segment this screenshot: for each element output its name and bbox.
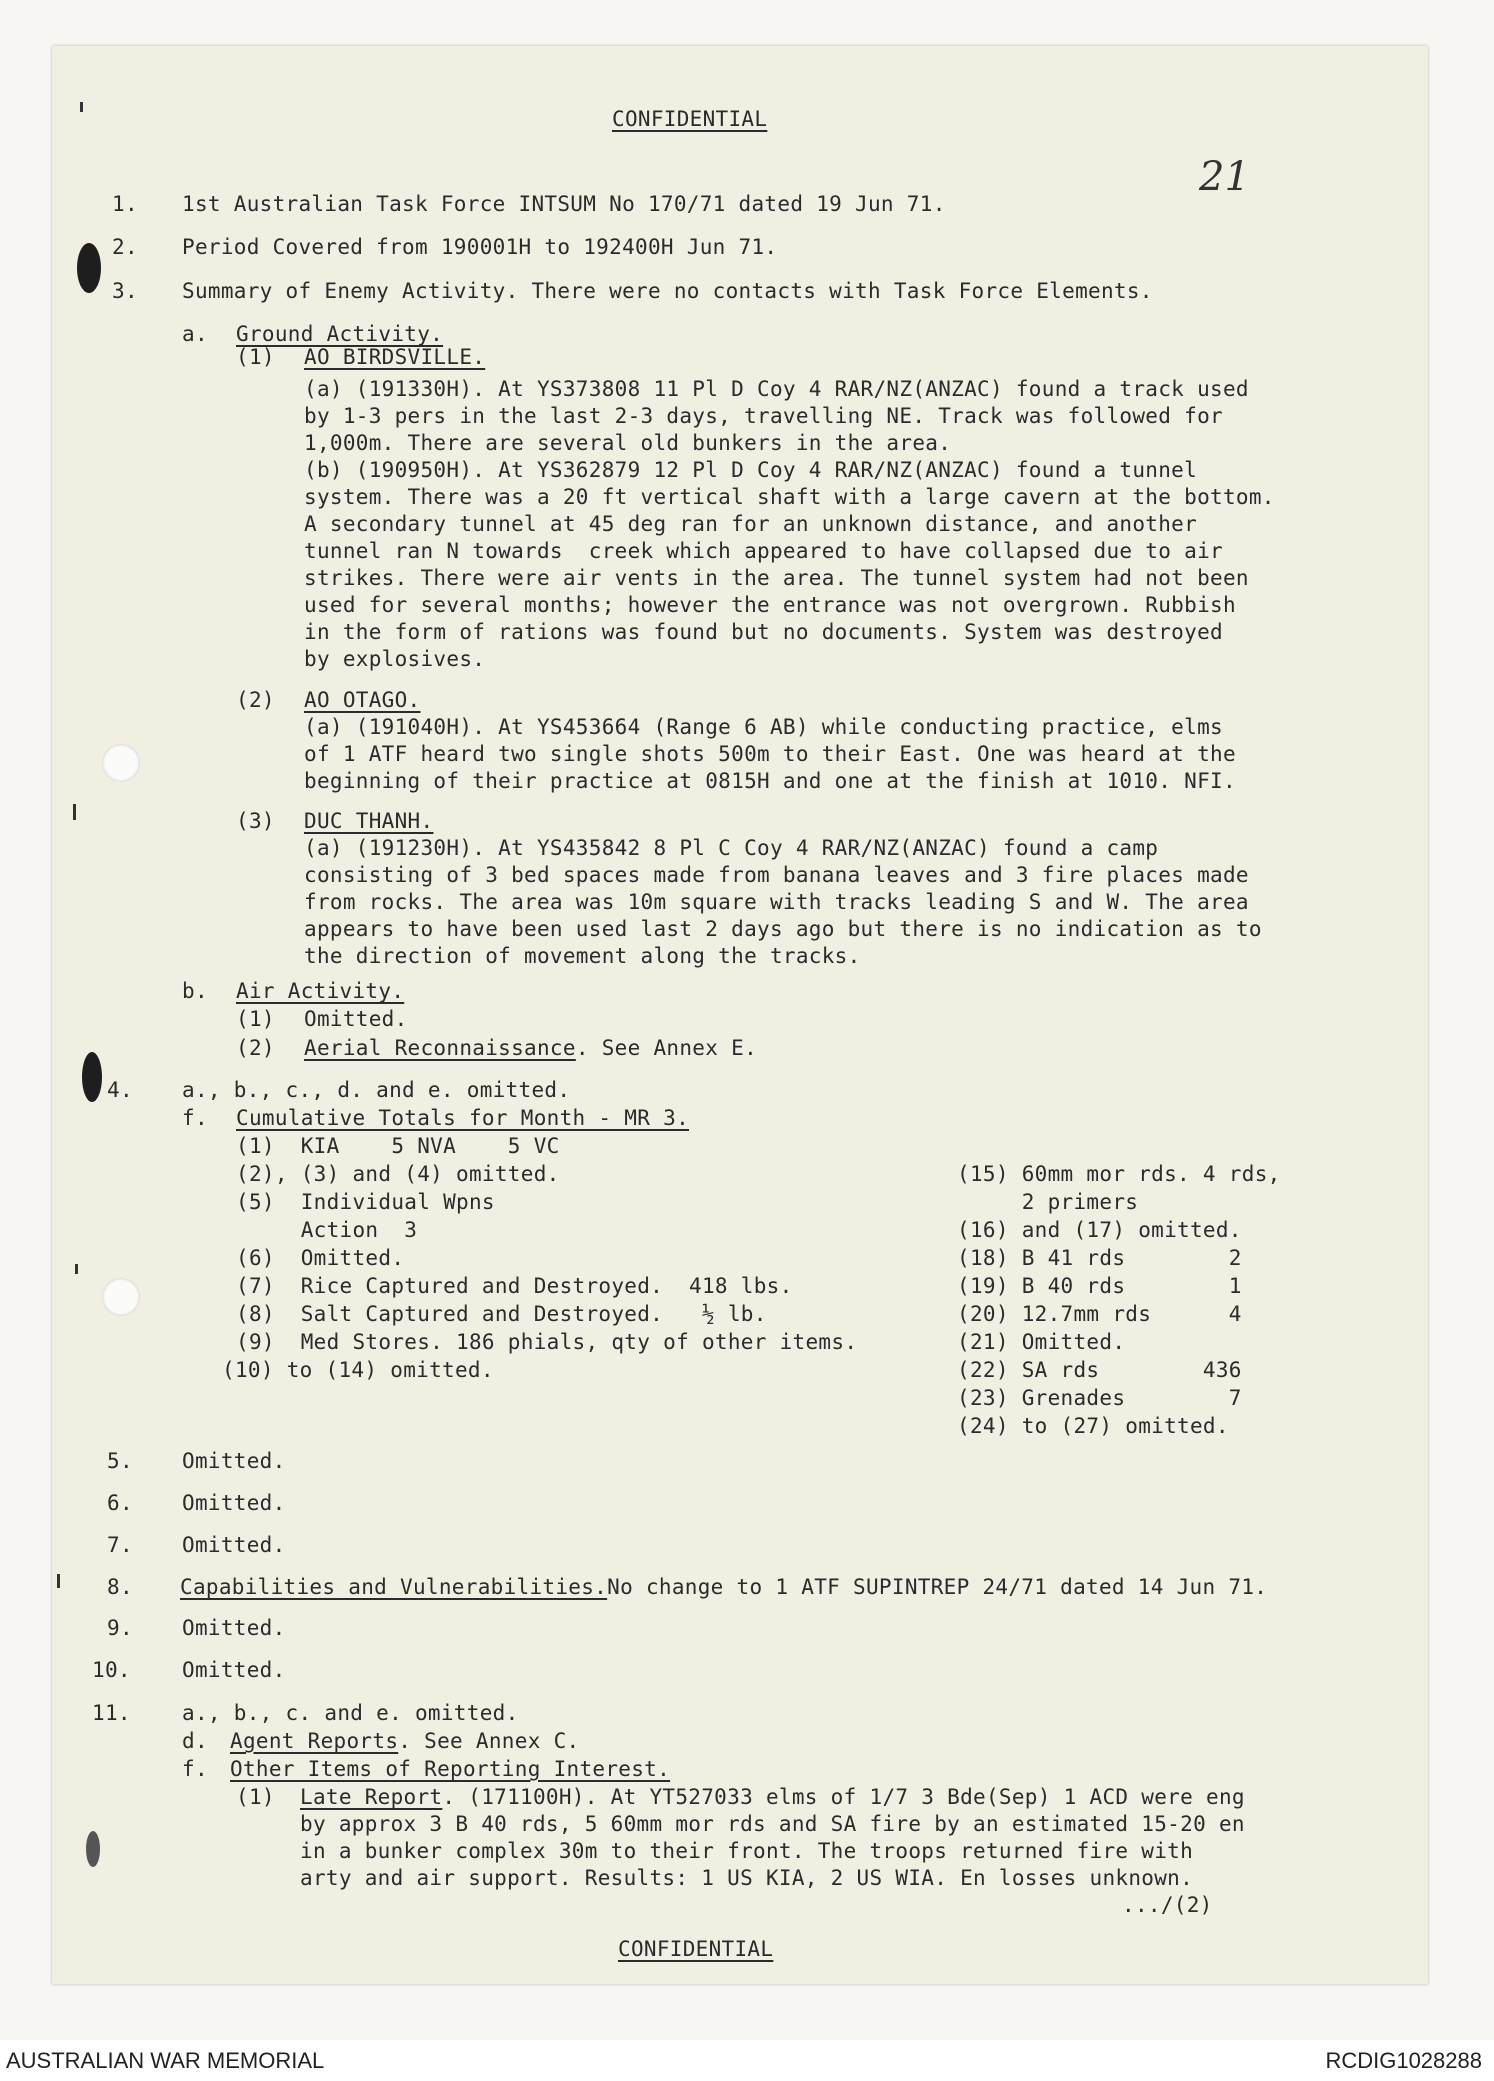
agent-reports-heading: Agent Reports: [230, 1729, 399, 1753]
section-heading: Other Items of Reporting Interest.: [230, 1757, 671, 1781]
report-line: of 1 ATF heard two single shots 500m to their East. One was heard at the: [304, 742, 1236, 766]
report-line: (b) (190950H). At YS362879 12 Pl D Coy 4 RAR/NZ(ANZAC) found a tunnel: [304, 458, 1198, 482]
ink-blot: [77, 243, 101, 293]
totals-left-line: (9) Med Stores. 186 phials, qty of other items.: [236, 1330, 858, 1354]
para-number: 10.: [92, 1658, 131, 1682]
capabilities-text: No change to 1 ATF SUPINTREP 24/71 dated 14 Jun 71.: [607, 1575, 1268, 1599]
para-text: Omitted.: [182, 1658, 286, 1682]
para-number: 1.: [112, 192, 138, 216]
totals-right-line: 2 primers: [957, 1190, 1139, 1214]
document-page: [52, 46, 1428, 1984]
late-report-text: . (171100H). At YT527033 elms of 1/7 3 Bde(Sep) 1 ACD were eng: [442, 1785, 1245, 1809]
item-number: (2): [236, 1036, 275, 1060]
classification-footer: CONFIDENTIAL: [618, 1937, 774, 1961]
totals-left-line: (2), (3) and (4) omitted.: [236, 1162, 560, 1186]
report-line: the direction of movement along the tracks.: [304, 944, 861, 968]
report-line: (a) (191230H). At YS435842 8 Pl C Coy 4 RAR/NZ(ANZAC) found a camp: [304, 836, 1159, 860]
para-text: Summary of Enemy Activity. There were no contacts with Task Force Elements.: [182, 279, 1153, 303]
sub-label: b.: [182, 979, 208, 1003]
report-line: appears to have been used last 2 days ago but there is no indication as to: [304, 917, 1262, 941]
capabilities-heading: Capabilities and Vulnerabilities.: [180, 1575, 608, 1599]
para-number: 7.: [107, 1533, 133, 1557]
aerial-recon-ref: . See Annex E.: [575, 1036, 758, 1060]
totals-right-line: (23) Grenades 7: [957, 1386, 1242, 1410]
totals-left-line: (7) Rice Captured and Destroyed. 418 lbs.: [236, 1274, 793, 1298]
margin-mark: [80, 102, 83, 112]
report-line: 1,000m. There are several old bunkers in the area.: [304, 431, 952, 455]
totals-left-line: (10) to (14) omitted.: [222, 1358, 494, 1382]
para-number: 5.: [107, 1449, 133, 1473]
report-line: system. There was a 20 ft vertical shaft with a large cavern at the bottom.: [304, 485, 1275, 509]
report-line: (a) (191330H). At YS373808 11 Pl D Coy 4 RAR/NZ(ANZAC) found a track used: [304, 377, 1249, 401]
report-line: (a) (191040H). At YS453664 (Range 6 AB) while conducting practice, elms: [304, 715, 1223, 739]
totals-left-line: Action 3: [236, 1218, 418, 1242]
item-number: (1): [236, 1007, 275, 1031]
totals-left-line: (1) KIA 5 NVA 5 VC: [236, 1134, 560, 1158]
report-line: arty and air support. Results: 1 US KIA, 2 US WIA. En losses unknown.: [300, 1866, 1194, 1890]
section-heading: Cumulative Totals for Month - MR 3.: [236, 1106, 690, 1130]
para-text: [180, 1574, 1267, 1600]
report-line: consisting of 3 bed spaces made from banana leaves and 3 fire places made: [304, 863, 1249, 887]
report-line: by 1-3 pers in the last 2-3 days, travelling NE. Track was followed for: [304, 404, 1223, 428]
sub-label: d.: [182, 1729, 208, 1753]
report-line: used for several months; however the entrance was not overgrown. Rubbish: [304, 593, 1236, 617]
report-line: tunnel ran N towards creek which appeared to have collapsed due to air: [304, 539, 1223, 563]
para-text: a., b., c. and e. omitted.: [182, 1701, 519, 1725]
para-text: Omitted.: [182, 1491, 286, 1515]
para-number: 11.: [92, 1701, 131, 1725]
totals-left-line: (6) Omitted.: [236, 1246, 405, 1270]
para-text: a., b., c., d. and e. omitted.: [182, 1078, 571, 1102]
para-number: 8.: [107, 1575, 133, 1599]
totals-right-line: (15) 60mm mor rds. 4 rds,: [957, 1162, 1281, 1186]
item-number: (1): [236, 1785, 275, 1809]
margin-mark: [75, 1264, 78, 1274]
totals-right-line: (18) B 41 rds 2: [957, 1246, 1242, 1270]
report-line: by approx 3 B 40 rds, 5 60mm mor rds and SA fire by an estimated 15-20 en: [300, 1812, 1245, 1836]
totals-right-line: (24) to (27) omitted.: [957, 1414, 1229, 1438]
archive-footer: [0, 2040, 1494, 2081]
area-heading: AO BIRDSVILLE.: [304, 345, 486, 369]
report-line: in a bunker complex 30m to their front. The troops returned fire with: [300, 1839, 1194, 1863]
report-line: A secondary tunnel at 45 deg ran for an unknown distance, and another: [304, 512, 1198, 536]
sub-label: a.: [182, 322, 208, 346]
area-heading: DUC THANH.: [304, 809, 434, 833]
totals-right-line: (22) SA rds 436: [957, 1358, 1242, 1382]
archive-name: AUSTRALIAN WAR MEMORIAL: [6, 2048, 325, 2073]
totals-right-line: (21) Omitted.: [957, 1330, 1126, 1354]
sub-label: f.: [182, 1106, 208, 1130]
totals-left-line: (8) Salt Captured and Destroyed. ½ lb.: [236, 1302, 767, 1326]
margin-mark: [73, 804, 76, 820]
report-line: [304, 1035, 757, 1061]
item-number: (2): [236, 688, 275, 712]
report-line: beginning of their practice at 0815H and one at the finish at 1010. NFI.: [304, 769, 1236, 793]
para-number: 9.: [107, 1616, 133, 1640]
late-report-heading: Late Report: [300, 1785, 443, 1809]
report-line: in the form of rations was found but no documents. System was destroyed: [304, 620, 1223, 644]
report-line: [300, 1784, 1245, 1810]
para-text: Period Covered from 190001H to 192400H Jun 71.: [182, 235, 778, 259]
continuation-marker: .../(2): [1122, 1893, 1213, 1917]
report-line: by explosives.: [304, 647, 486, 671]
punch-hole-bottom: [102, 1278, 140, 1316]
report-line: strikes. There were air vents in the area. The tunnel system had not been: [304, 566, 1249, 590]
para-text: 1st Australian Task Force INTSUM No 170/71 dated 19 Jun 71.: [182, 192, 946, 216]
para-text: [230, 1728, 579, 1754]
totals-right-line: (16) and (17) omitted.: [957, 1218, 1242, 1242]
archive-reference: RCDIG1028288: [1325, 2048, 1482, 2073]
ink-blot: [82, 1052, 102, 1102]
para-number: 4.: [107, 1078, 133, 1102]
para-number: 3.: [112, 279, 138, 303]
report-line: Omitted.: [304, 1007, 408, 1031]
section-heading: Air Activity.: [236, 979, 405, 1003]
classification-header: CONFIDENTIAL: [612, 107, 768, 131]
sub-label: f.: [182, 1757, 208, 1781]
margin-mark: [57, 1574, 60, 1588]
item-number: (3): [236, 809, 275, 833]
punch-hole-top: [102, 744, 140, 782]
para-text: Omitted.: [182, 1449, 286, 1473]
page-number-handwritten: 21: [1199, 154, 1250, 200]
para-number: 2.: [112, 235, 138, 259]
aerial-recon-heading: Aerial Reconnaissance: [304, 1036, 576, 1060]
agent-reports-ref: . See Annex C.: [398, 1729, 580, 1753]
item-number: (1): [236, 345, 275, 369]
totals-right-line: (20) 12.7mm rds 4: [957, 1302, 1242, 1326]
section-heading: Ground Activity.: [236, 322, 444, 346]
totals-right-line: (19) B 40 rds 1: [957, 1274, 1242, 1298]
area-heading: AO OTAGO.: [304, 688, 421, 712]
ink-blot: [86, 1831, 100, 1867]
para-text: Omitted.: [182, 1616, 286, 1640]
report-line: from rocks. The area was 10m square with tracks leading S and W. The area: [304, 890, 1249, 914]
totals-left-line: (5) Individual Wpns: [236, 1190, 495, 1214]
para-text: Omitted.: [182, 1533, 286, 1557]
para-number: 6.: [107, 1491, 133, 1515]
